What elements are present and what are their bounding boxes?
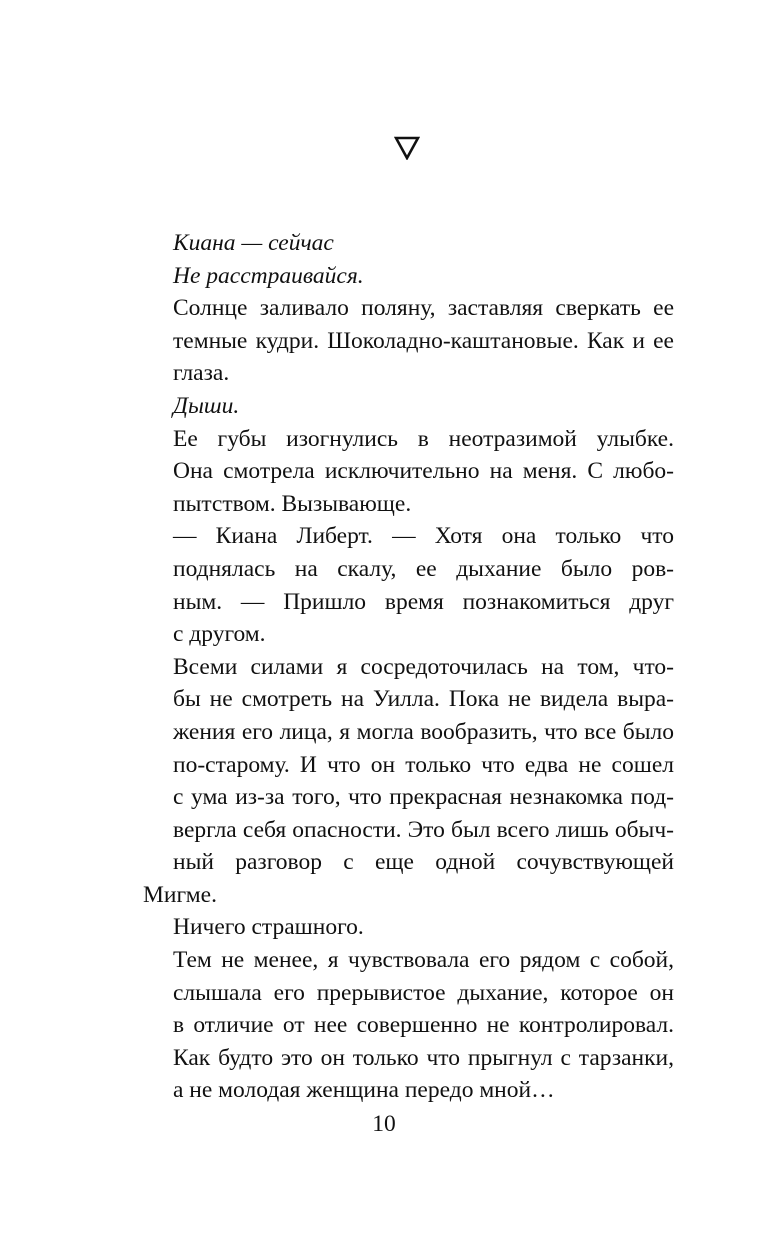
text-line: Солнце заливало поляну, заставляя сверкать ее	[173, 295, 674, 322]
text-line: Дыши.	[173, 392, 240, 419]
paragraph	[143, 944, 674, 1107]
text-line: Тем не менее, я чувствовала его рядом с собой,	[173, 947, 674, 974]
text-line: Ее губы изогнулись в неотразимой улыбке.	[173, 425, 674, 452]
text-line: поднялась на скалу, ее дыхание было ров-	[173, 555, 674, 582]
paragraph	[143, 423, 674, 521]
text-line: слышала его прерывистое дыхание, которое он	[173, 979, 674, 1006]
text-line: темные кудри. Шоколадно-каштановые. Как и ее	[173, 327, 674, 354]
paragraph	[143, 227, 674, 260]
paragraph	[143, 260, 674, 293]
paragraph	[143, 292, 674, 390]
text-line: а не молодая женщина передо мной…	[173, 1077, 555, 1104]
text-line: бы не смотреть на Уилла. Пока не видела выра-	[173, 686, 674, 713]
paragraph	[143, 520, 674, 650]
text-line: ным. — Пришло время познакомиться друг	[173, 588, 674, 615]
text-line: Не расстраивайся.	[173, 262, 364, 289]
text-line: пытством. Вызывающе.	[173, 490, 412, 517]
text-line: Всеми силами я сосредоточилась на том, что-	[173, 653, 674, 680]
text-line: Она смотрела исключительно на меня. С любо-	[173, 458, 674, 485]
text-line: ный разговор с еще одной сочувствующей Мигме.	[143, 849, 674, 908]
text-line: с другом.	[173, 621, 266, 648]
text-line: глаза.	[173, 360, 230, 387]
text-line: Как будто это он только что прыгнул с тарзанки,	[173, 1044, 674, 1071]
text-line: в отличие от нее совершенно не контролировал.	[173, 1012, 674, 1039]
text-line: с ума из-за того, что прекрасная незнакомка под-	[173, 784, 674, 811]
text-line: Ничего страшного.	[173, 914, 364, 941]
text-line: по-старому. И что он только что едва не сошел	[173, 751, 674, 778]
paragraph	[143, 651, 674, 944]
paragraph	[143, 390, 674, 423]
text-line: — Киана Либерт. — Хотя она только что	[173, 523, 674, 550]
text-line: вергла себя опасности. Это был всего лишь обыч-	[173, 816, 674, 843]
body-text	[143, 227, 674, 1107]
triangle-down-icon	[394, 136, 420, 160]
page-number: 10	[372, 1111, 396, 1137]
text-line: жения его лица, я могла вообразить, что все было	[173, 718, 674, 745]
text-line: Киана — сейчас	[173, 230, 334, 256]
